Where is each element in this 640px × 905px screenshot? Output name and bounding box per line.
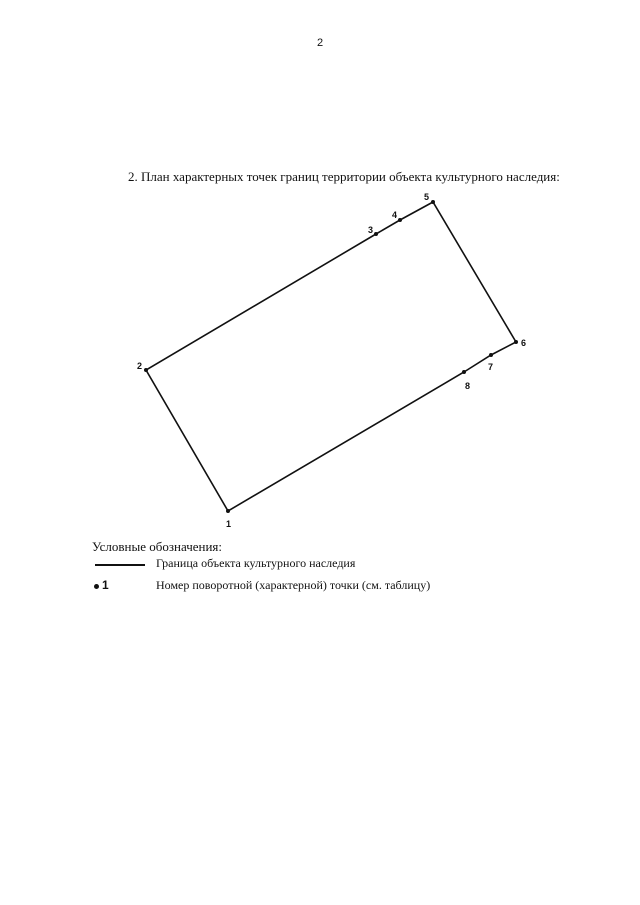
plan-heading: 2. План характерных точек границ территории объекта культурного наследия: (128, 169, 560, 184)
point-label-6: 6 (521, 338, 527, 348)
point-label-2: 2 (137, 361, 143, 371)
point-marker-8 (462, 370, 466, 374)
legend-boundary-row (92, 555, 512, 573)
point-marker-4 (398, 218, 402, 222)
page-number: 2 (316, 37, 324, 49)
boundary-line-symbol (95, 564, 145, 566)
legend-title: Условные обозначения: (92, 539, 223, 554)
point-label-4: 4 (392, 210, 398, 220)
point-marker-1 (226, 509, 230, 513)
point-marker-2 (144, 368, 148, 372)
legend-point-row (92, 577, 512, 595)
point-label-8: 8 (465, 381, 471, 391)
heritage-boundary-polygon (146, 202, 516, 511)
legend-point-text: Номер поворотной (характерной) точки (см. таблицу) (156, 578, 431, 592)
legend-point-sample-label: 1 (102, 578, 109, 592)
point-label-3: 3 (368, 225, 374, 235)
point-label-5: 5 (424, 192, 430, 202)
point-marker-7 (489, 353, 493, 357)
point-marker-6 (514, 340, 518, 344)
point-marker-5 (431, 200, 435, 204)
point-marker-3 (374, 232, 378, 236)
legend-boundary-text: Граница объекта культурного наследия (156, 556, 356, 570)
point-dot-icon (94, 584, 99, 589)
point-label-1: 1 (226, 519, 232, 529)
point-label-7: 7 (488, 362, 494, 372)
